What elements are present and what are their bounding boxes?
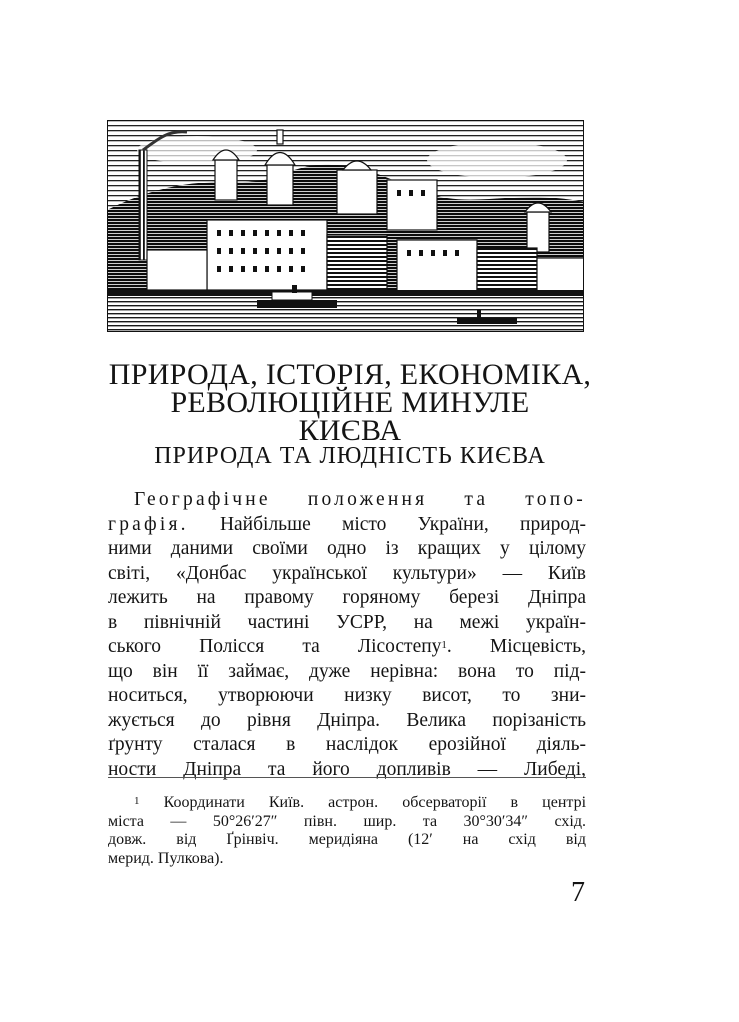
body-line-10: ґрунту сталася в наслідок ерозійної діяль- (108, 734, 586, 755)
footnote-divider (108, 777, 586, 778)
body-line-8: носиться, утворюючи низку висот, то зни- (108, 685, 586, 706)
footnote-line-3: довж. від Ґрінвіч. меридіяна (12′ на схід від (108, 831, 586, 848)
page-number: 7 (571, 877, 585, 908)
section-subtitle: ПРИРОДА ТА ЛЮДНІСТЬ КИЄВА (154, 443, 546, 469)
body-paragraph (108, 488, 586, 782)
body-line-1-rest: Найбільше місто України, природ- (188, 513, 586, 535)
body-line-6 (108, 635, 586, 660)
body-line-6-rest: . Місцевість, (446, 636, 587, 657)
body-line-6-text: ського Полісся та Лісостепу (108, 636, 442, 657)
footnote-line-2: міста — 50°26′27″ півн. шир. та 30°30′34″ схід. (108, 812, 586, 830)
footnote-ref[interactable]: 1 (441, 639, 447, 651)
chapter-title-line-1: ПРИРОДА, ІСТОРІЯ, ЕКОНОМІКА, (108, 358, 592, 391)
body-line-4: лежить на правому горяному березі Дніпра (108, 587, 586, 608)
body-line-3: світі, «Донбас української культури» — Київ (108, 562, 586, 584)
body-line-5: в північній частині УСРР, на межі україн- (108, 611, 586, 633)
kyiv-panorama-engraving (107, 120, 584, 332)
body-line-7: що він її займає, дуже нерівна: вона то під- (108, 660, 586, 682)
body-line-lead: Географічне положення та топо- (134, 489, 586, 510)
chapter-title-line-3: КИЄВА (298, 414, 402, 447)
body-line-2: ними даними своїми одно із кращих у цілому (108, 538, 586, 559)
footnote-line-1 (108, 794, 586, 813)
footnote-marker: 1 (134, 795, 140, 807)
body-line-9: жується до рівня Дніпра. Велика порізаність (108, 709, 586, 731)
footnote (108, 794, 586, 868)
chapter-title-line-2: РЕВОЛЮЦІЙНЕ МИНУЛЕ (170, 386, 530, 419)
engraving-icon (107, 120, 584, 332)
body-line-1 (108, 513, 586, 538)
body-line-11: ности Дніпра та його допливів — Либеді, (108, 758, 586, 780)
footnote-line-4: мерид. Пулкова). (108, 849, 224, 867)
body-line-1-spaced: графія. (108, 513, 189, 535)
footnote-line-1-text: Координати Київ. астрон. обсерваторії в центрі (163, 794, 587, 811)
